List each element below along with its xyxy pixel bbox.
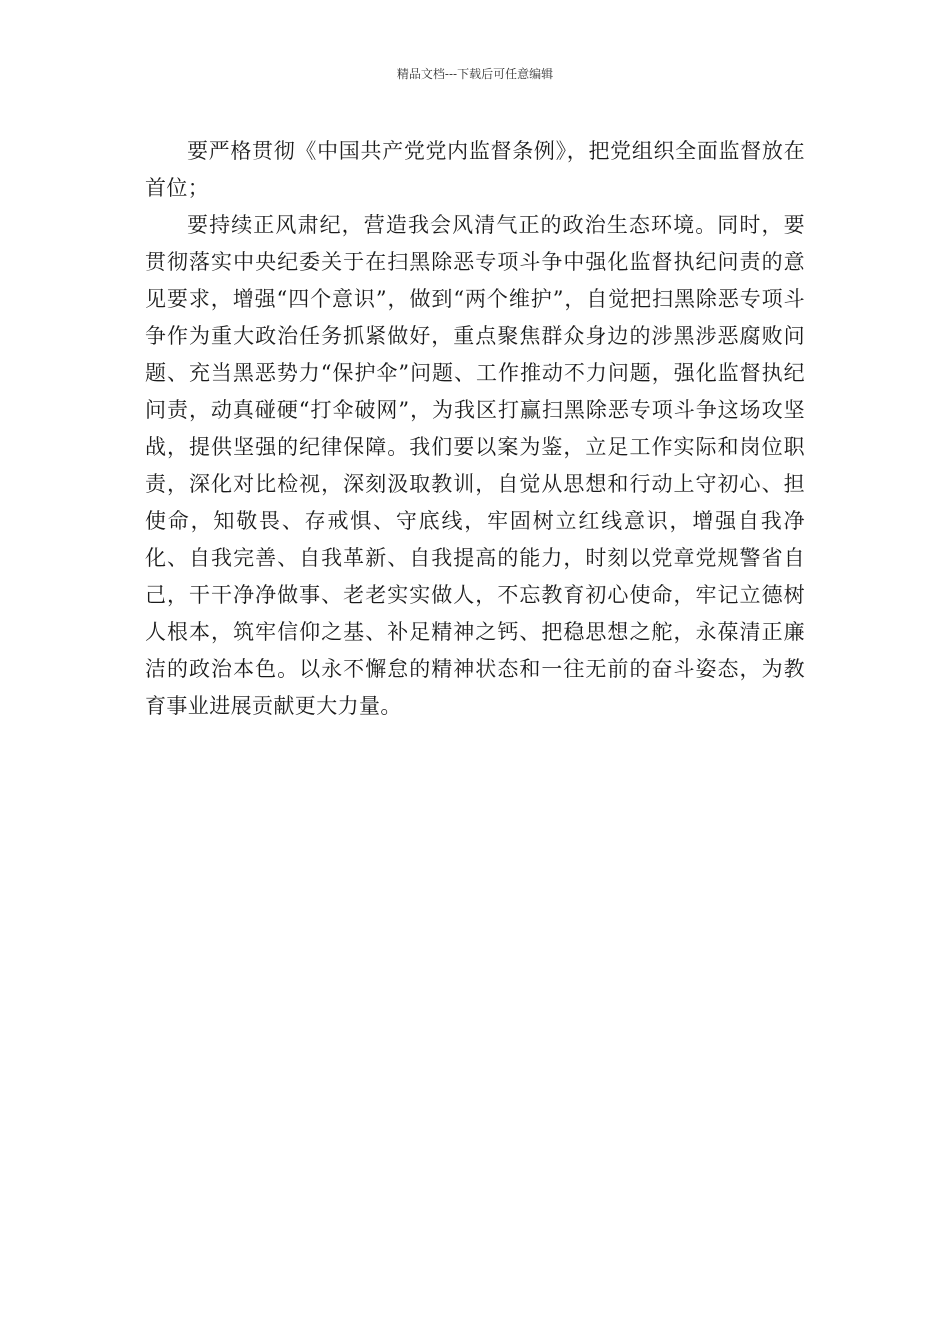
- paragraph-1: 要严格贯彻《中国共产党党内监督条例》，把党组织全面监督放在首位；: [145, 139, 805, 200]
- paragraph-2: 要持续正风肃纪，营造我会风清气正的政治生态环境。同时，要贯彻落实中央纪委关于在扫黑除恶专项斗争中强化监督执纪问责的意见要求，增强“四个意识”，做到“两个维护”，自觉把扫黑除恶专项斗争作为重大政治任务抓紧做好，重点聚焦群众身边的涉黑涉恶腐败问题、充当黑恶势力“保护伞”问题、工作推动不力问题，强化监督执纪问责，动真碰硬“打伞破网”，为我区打赢扫黑除恶专项斗争这场攻坚战，提供坚强的纪律保障。我们要以案为鉴，立足工作实际和岗位职责，深化对比检视，深刻汲取教训，自觉从思想和行动上守初心、担使命，知敬畏、存戒惧、守底线，牢固树立红线意识，增强自我净化、自我完善、自我革新、自我提高的能力，时刻以党章党规警省自己，干干净净做事、老老实实做人，不忘教育初心使命，牢记立德树人根本，筑牢信仰之基、补足精神之钙、把稳思想之舵，永葆清正廉洁的政治本色。以永不懈怠的精神状态和一往无前的奋斗姿态，为教育事业进展贡献更大力量。: [145, 213, 805, 718]
- document-body: [145, 133, 805, 725]
- page-header: 精品文档---下载后可任意编辑: [396, 67, 554, 81]
